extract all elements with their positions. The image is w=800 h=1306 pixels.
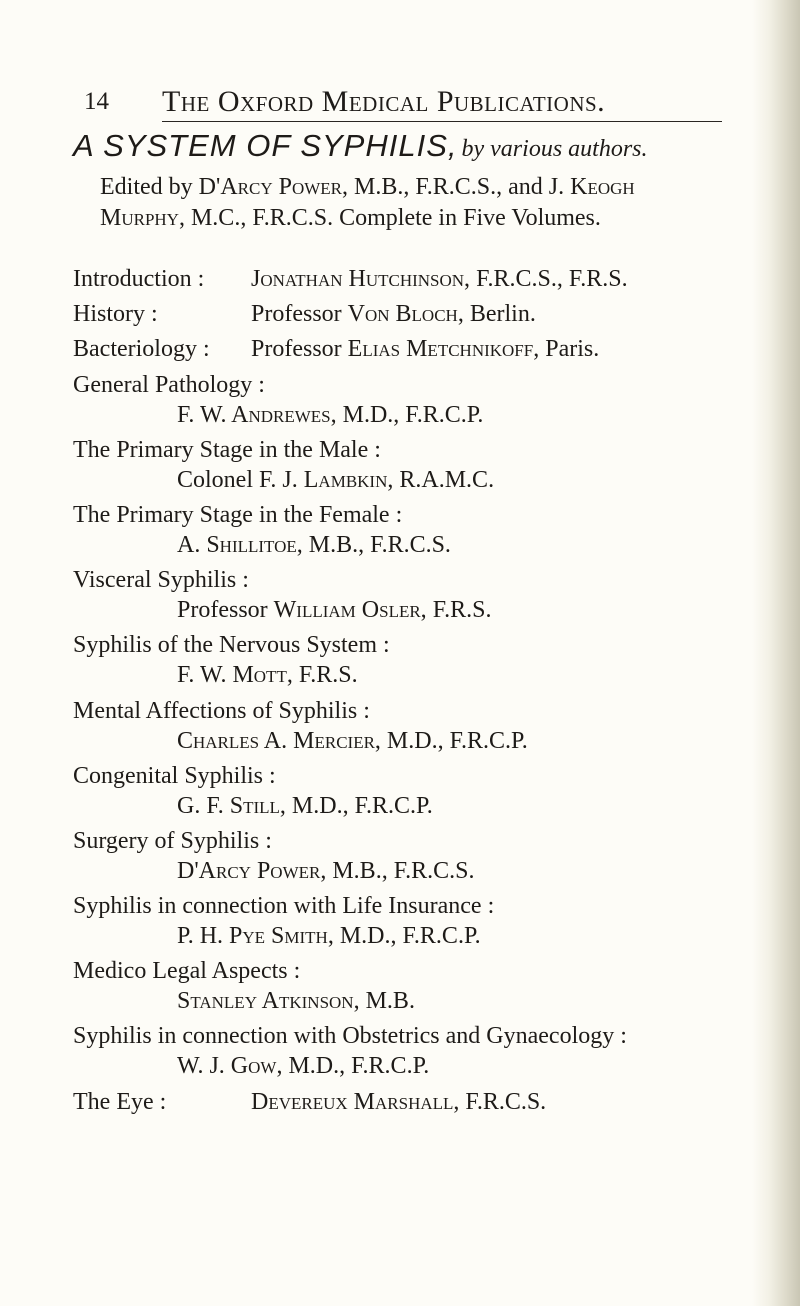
- entry-topic: Visceral Syphilis :: [73, 567, 249, 594]
- contributor-entry: [73, 435, 733, 495]
- contributor-entry: [73, 1087, 733, 1117]
- author-name: F. W. Andrewes,: [177, 401, 337, 428]
- author-credentials: R.A.M.C.: [393, 466, 495, 493]
- book-byline: by various authors.: [461, 136, 648, 162]
- page-header: [70, 80, 710, 120]
- entry-topic: Syphilis in connection with Life Insurance :: [73, 893, 495, 920]
- contributor-entry: [73, 891, 733, 951]
- entry-topic: The Primary Stage in the Female :: [73, 501, 403, 528]
- contributor-entry: [73, 334, 733, 364]
- entry-author: [73, 595, 733, 625]
- intro-text: M.B., F.R.C.S., and: [348, 174, 549, 200]
- author-credentials: M.B., F.R.C.S.: [326, 857, 475, 884]
- entry-topic: Mental Affections of Syphilis :: [73, 697, 370, 724]
- author-credentials: M.B., F.R.C.S.: [302, 531, 451, 558]
- author-name: W. J. Gow,: [177, 1053, 283, 1080]
- intro-text: M.C., F.R.C.S. Complete in Five Volumes.: [184, 204, 601, 231]
- entry-topic: Syphilis of the Nervous System :: [73, 632, 390, 659]
- editors-paragraph: [100, 172, 720, 233]
- entry-author: [251, 334, 599, 364]
- book-title: A SYSTEM OF SYPHILIS,: [73, 128, 458, 163]
- entry-topic: Surgery of Syphilis :: [73, 827, 272, 854]
- entry-author: [73, 856, 733, 886]
- entry-author: [73, 791, 733, 821]
- entry-author: [73, 986, 733, 1016]
- entry-topic: The Primary Stage in the Male :: [73, 436, 381, 463]
- entry-author: [251, 1087, 546, 1117]
- author-name: P. H. Pye Smith,: [177, 923, 334, 950]
- author-prefix: Professor: [251, 336, 348, 363]
- author-credentials: M.D., F.R.C.P.: [282, 1053, 430, 1080]
- author-name: Charles A. Mercier,: [177, 727, 381, 754]
- contributor-entry: [73, 299, 733, 329]
- author-name: Stanley Atkinson,: [177, 988, 360, 1015]
- entry-author: [251, 299, 536, 329]
- author-credentials: M.D., F.R.C.P.: [336, 401, 484, 428]
- entry-topic: General Pathology :: [73, 371, 265, 398]
- entry-author: [73, 1051, 733, 1081]
- author-credentials: F.R.S.: [292, 662, 358, 689]
- entry-topic: Medico Legal Aspects :: [73, 958, 301, 985]
- entry-topic: Syphilis in connection with Obstetrics and Gynaecology :: [73, 1023, 627, 1050]
- entry-topic: History :: [73, 301, 158, 328]
- page-edge-shadow: [752, 0, 800, 1306]
- entry-author: [73, 726, 733, 756]
- author-credentials: F.R.C.S.: [459, 1088, 547, 1115]
- author-credentials: F.R.S.: [426, 597, 492, 624]
- entry-topic: The Eye :: [73, 1088, 167, 1115]
- entry-topic: Bacteriology :: [73, 336, 210, 363]
- entry-author: [73, 400, 733, 430]
- page-number: 14: [84, 88, 109, 115]
- author-name: G. F. Still,: [177, 792, 286, 819]
- author-credentials: Paris.: [539, 336, 600, 363]
- contributor-entry: [73, 370, 733, 430]
- author-name: William Osler,: [273, 597, 427, 624]
- author-credentials: F.R.C.S., F.R.S.: [470, 266, 628, 292]
- contributor-entry: [73, 500, 733, 560]
- editor-name: D'Arcy Power,: [198, 174, 348, 200]
- author-name: D'Arcy Power,: [177, 857, 327, 884]
- author-name: A. Shillitoe,: [177, 531, 303, 558]
- book-title-line: [73, 128, 648, 164]
- author-credentials: M.D., F.R.C.P.: [333, 923, 481, 950]
- contributor-entry: [73, 630, 733, 690]
- contributor-entry: [73, 1021, 733, 1081]
- contributor-entry: [73, 565, 733, 625]
- author-name: Devereux Marshall,: [251, 1088, 460, 1115]
- intro-text: Edited by: [100, 174, 199, 200]
- entry-author: [73, 465, 733, 495]
- contributor-entry: [73, 696, 733, 756]
- author-name: Jonathan Hutchinson,: [251, 266, 471, 292]
- entry-author: [251, 264, 628, 294]
- author-credentials: Berlin.: [463, 301, 536, 328]
- author-name: F. J. Lambkin,: [259, 466, 394, 493]
- running-head-title: The Oxford Medical Publications.: [162, 85, 606, 118]
- author-prefix: Colonel: [177, 466, 259, 493]
- author-name: Elias Metchnikoff,: [347, 336, 540, 363]
- author-name: F. W. Mott,: [177, 662, 293, 689]
- author-credentials: M.D., F.R.C.P.: [285, 792, 433, 819]
- contributor-entry: [73, 264, 733, 294]
- author-credentials: M.D., F.R.C.P.: [380, 727, 528, 754]
- author-name: Von Bloch,: [347, 301, 464, 328]
- contributor-entry: [73, 826, 733, 886]
- entry-topic: Congenital Syphilis :: [73, 762, 276, 789]
- contributor-entry: [73, 956, 733, 1016]
- editor-name: J. Keogh Murphy,: [100, 174, 635, 231]
- header-rule: [162, 121, 722, 122]
- entry-topic: Introduction :: [73, 266, 205, 292]
- entry-author: [73, 530, 733, 560]
- contributor-entry: [73, 761, 733, 821]
- entry-author: [73, 921, 733, 951]
- contributors-list: [73, 264, 733, 1122]
- author-credentials: M.B.: [359, 988, 415, 1015]
- entry-author: [73, 660, 733, 690]
- author-prefix: Professor: [177, 597, 274, 624]
- author-prefix: Professor: [251, 301, 348, 328]
